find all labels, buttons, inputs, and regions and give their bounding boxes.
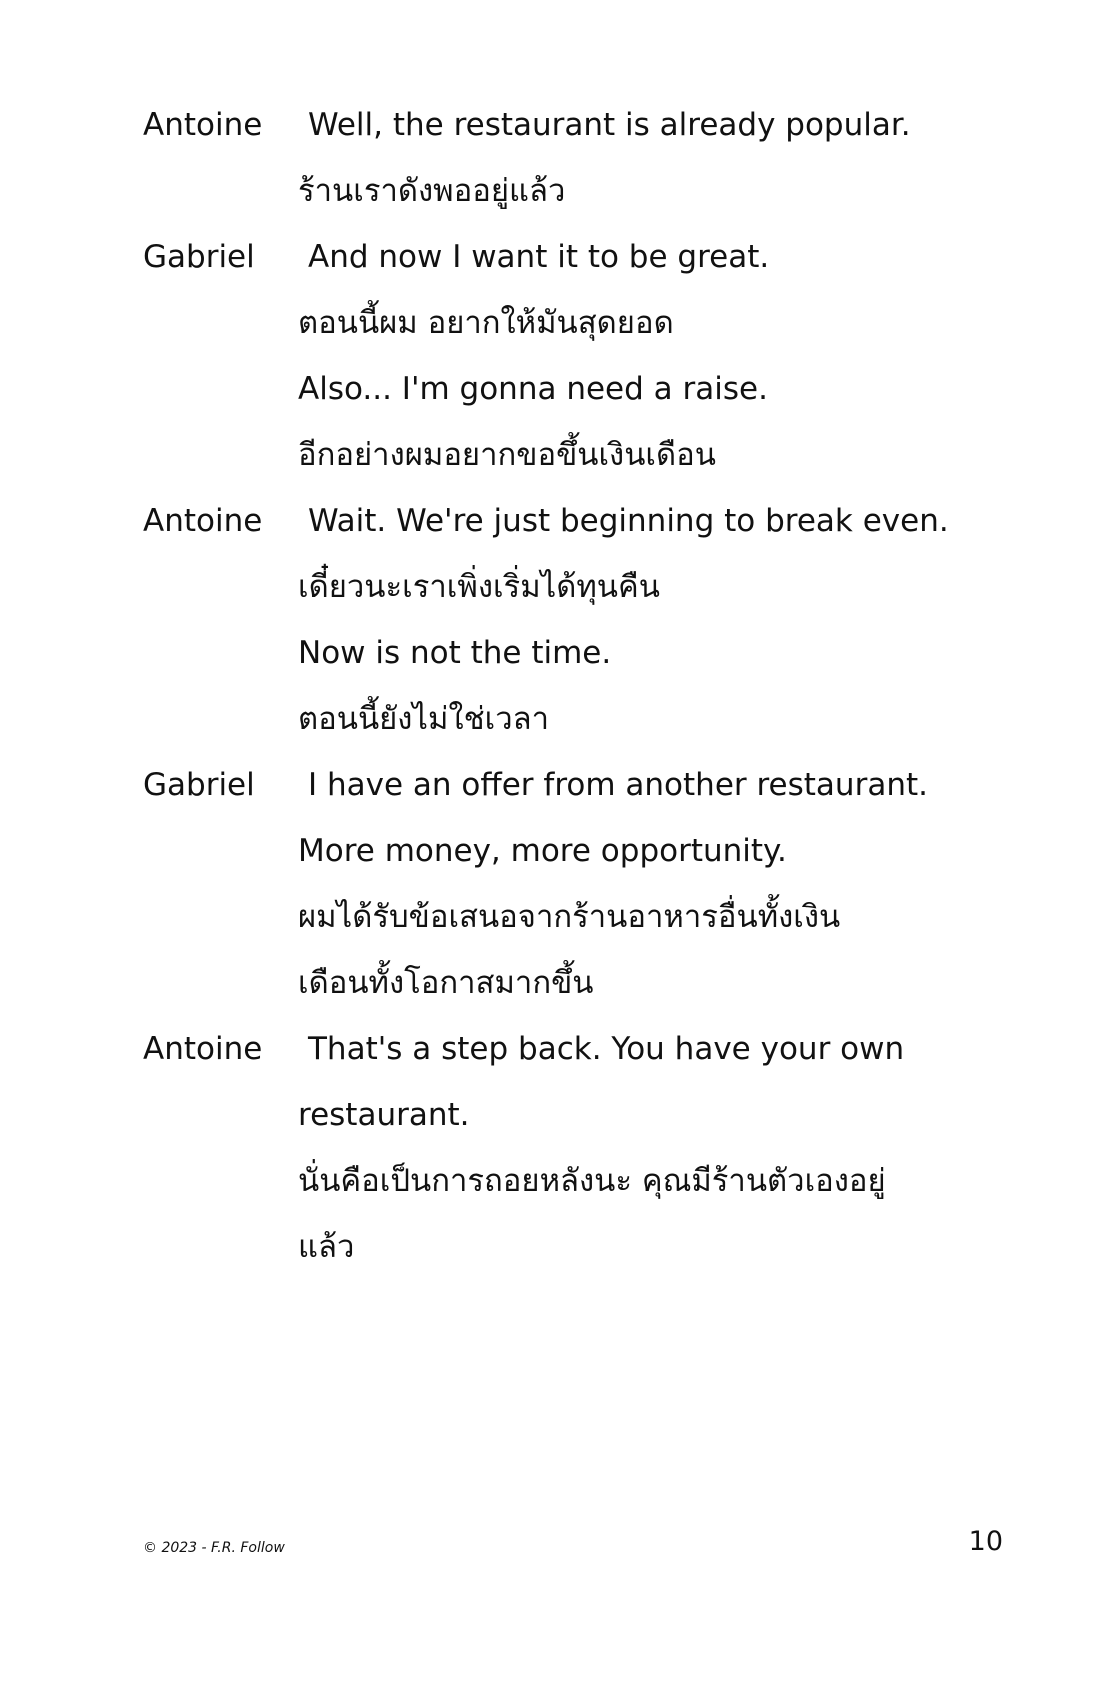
copyright-notice: © 2023 - F.R. Follow bbox=[143, 1540, 285, 1556]
dialogue-line: แล้ว bbox=[298, 1229, 355, 1265]
dialogue-line: Well, the restaurant is already popular. bbox=[308, 107, 911, 143]
dialogue-line: ร้านเราดังพออยู่แล้ว bbox=[298, 173, 566, 209]
dialogue-block bbox=[143, 92, 1003, 224]
dialogue-section bbox=[143, 92, 1003, 1280]
dialogue-lines bbox=[298, 224, 1003, 488]
dialogue-line: ตอนนี้ผม อยากให้มันสุดยอด bbox=[298, 305, 674, 341]
dialogue-block bbox=[143, 752, 1003, 1016]
dialogue-lines bbox=[298, 752, 1003, 1016]
dialogue-block bbox=[143, 488, 1003, 752]
dialogue-line: restaurant. bbox=[298, 1097, 470, 1133]
dialogue-lines bbox=[298, 1016, 1003, 1280]
dialogue-line: ตอนนี้ยังไม่ใช่เวลา bbox=[298, 701, 550, 737]
speaker-name: Antoine bbox=[143, 107, 263, 143]
dialogue-line: เดี๋ยวนะเราเพิ่งเริ่มได้ทุนคืน bbox=[298, 569, 660, 605]
dialogue-line: Now is not the time. bbox=[298, 635, 612, 671]
dialogue-lines bbox=[298, 92, 1003, 224]
dialogue-block bbox=[143, 224, 1003, 488]
dialogue-line: เดือนทั้งโอกาสมากขึ้น bbox=[298, 965, 594, 1001]
dialogue-line: อีกอย่างผมอยากขอขึ้นเงินเดือน bbox=[298, 437, 716, 473]
dialogue-lines bbox=[298, 488, 1003, 752]
dialogue-line: That's a step back. You have your own bbox=[308, 1031, 905, 1067]
dialogue-line: I have an offer from another restaurant. bbox=[308, 767, 928, 803]
speaker-name: Gabriel bbox=[143, 767, 255, 803]
dialogue-line: Wait. We're just beginning to break even. bbox=[308, 503, 949, 539]
dialogue-line: And now I want it to be great. bbox=[308, 239, 770, 275]
speaker-name: Antoine bbox=[143, 1031, 263, 1067]
dialogue-block bbox=[143, 1016, 1003, 1280]
dialogue-line: Also... I'm gonna need a raise. bbox=[298, 371, 768, 407]
speaker-name: Gabriel bbox=[143, 239, 255, 275]
page-number: 10 bbox=[968, 1526, 1003, 1557]
dialogue-line: นั่นคือเป็นการถอยหลังนะ คุณมีร้านตัวเองอยู่ bbox=[298, 1163, 886, 1199]
dialogue-line: More money, more opportunity. bbox=[298, 833, 787, 869]
speaker-name: Antoine bbox=[143, 503, 263, 539]
dialogue-line: ผมได้รับข้อเสนอจากร้านอาหารอื่นทั้งเงิน bbox=[298, 899, 841, 935]
